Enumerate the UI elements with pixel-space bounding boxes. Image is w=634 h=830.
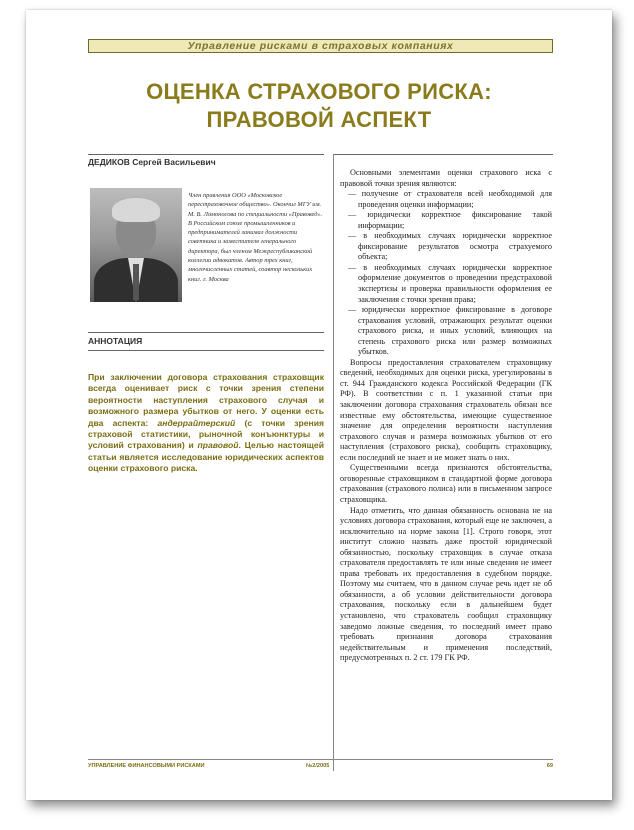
annotation-text-c: . Целью настоящей статьи является исследование юридических аспектов оценки страхового риска. [88, 440, 324, 474]
annotation-text [88, 372, 324, 475]
article-title-line-1: ОЦЕНКА СТРАХОВОГО РИСКА: [146, 79, 492, 104]
list-item: — в необходимых случаях юридически корректное оформление документов о проведении предстраховой экспертизы и проверка правильности оформления ее заключения с точки зрения права; [340, 263, 552, 305]
body-paragraph-1: Вопросы предоставления страхователем страховщику сведений, необходимых для оценки риска, урегулированы в ст. 944 Гражданского кодекса Российской Федерации (ГК РФ). В соответствии с п. 1 указанной статьи при заключении договора страхования страхователь обязан все известные ему обстоятельства, имеющие существенное значение для определения вероятности наступления страхового случая и размера возможных убытков от его наступления (страхового риска), сообщить страховщику, если последний не знает и не может знать о них. [340, 357, 552, 462]
right-column-top-rule [333, 154, 553, 155]
annotation-text-b: (с точки зрения страховой статистики, рыночной конъюнктуры и условий страхования) и [88, 417, 324, 451]
body-paragraph-3: Надо отметить, что данная обязанность основана не на условиях договора страхования, который еще не заключен, а исключительно на норме закона [1]. Строго говоря, этот институт сложно назвать даже простой юридической обязанностью, поскольку страховщик в случае отказа страхователя предоставлять те или иные сведения не имеет права требовать их предоставления в судебном порядке. Поэтому мы считаем, что в данном случае речь идет не об обязанности, а об условии действительности договора страхования, поскольку если в дальнейшем будет установлено, что страхователь сообщил страховщику заведомо ложные сведения, то последний имеет право требовать признания договора страхования недействительным и применения последствий, предусмотренных п. 2 ст. 179 ГК РФ. [340, 505, 552, 663]
annotation-text-a: При заключении договора страхования страховщик всегда оценивает риск с точки зрения степени вероятности наступления страхового случая и возможного размера убытков от него. У оценки есть два аспекта: [88, 372, 324, 428]
body-paragraph-2: Существенными всегда признаются обстоятельства, оговоренные страховщиком в стандартной форме договора страхования (страхового полиса) или в письменном запросе страховщика. [340, 463, 552, 504]
body-intro: Основными элементами оценки страхового иска с правовой точки зрения являются: [340, 168, 552, 188]
section-rubric: Управление рисками в страховых компаниях [88, 39, 553, 53]
author-photo [90, 188, 182, 302]
annotation-heading: АННОТАЦИЯ [88, 332, 324, 351]
photo-tie [133, 264, 139, 300]
annotation-em-underwriting: андеррайтерский [157, 417, 236, 428]
list-item: — юридически корректное фиксирование в договоре страхования условий, отражающих результат оценки страхового риска, и иных условий, влияющих на степень страхового риска или размер возможных убытков. [340, 305, 552, 358]
body-column [340, 168, 552, 664]
article-title-line-2: ПРАВОВОЙ АСПЕКТ [206, 107, 432, 132]
journal-page [26, 10, 612, 800]
footer-journal-name: УПРАВЛЕНИЕ ФИНАНСОВЫМИ РИСКАМИ [88, 763, 205, 769]
list-item: — получение от страхователя всей необходимой для проведения оценки информации; [340, 189, 552, 210]
list-item: — юридически корректное фиксирование такой информации; [340, 210, 552, 231]
page-footer [88, 759, 553, 771]
footer-page-number: 69 [546, 763, 553, 769]
author-name: ДЕДИКОВ Сергей Васильевич [88, 154, 324, 167]
column-divider [333, 154, 334, 771]
article-title [56, 78, 582, 134]
list-item: — в необходимых случаях юридически корректное фиксирование результатов осмотра страхуемого объекта; [340, 231, 552, 263]
footer-issue: №2/2005 [306, 763, 330, 769]
annotation-em-legal: правовой [197, 440, 239, 451]
author-bio: Член правления ООО «Московское перестраховочное общество». Окончил МГУ им. М. В. Ломоносова по специальности «Правовед». В Российском союзе промышленников и предпринимателей занимал должности советника и заместителя генерального директора, был членом Межреспубликанской коллегии адвокатов. Автор трех книг, многочисленных статей, соавтор нескольких книг. г. Москва [188, 192, 323, 283]
photo-hair [112, 198, 160, 222]
elements-list [340, 189, 552, 358]
